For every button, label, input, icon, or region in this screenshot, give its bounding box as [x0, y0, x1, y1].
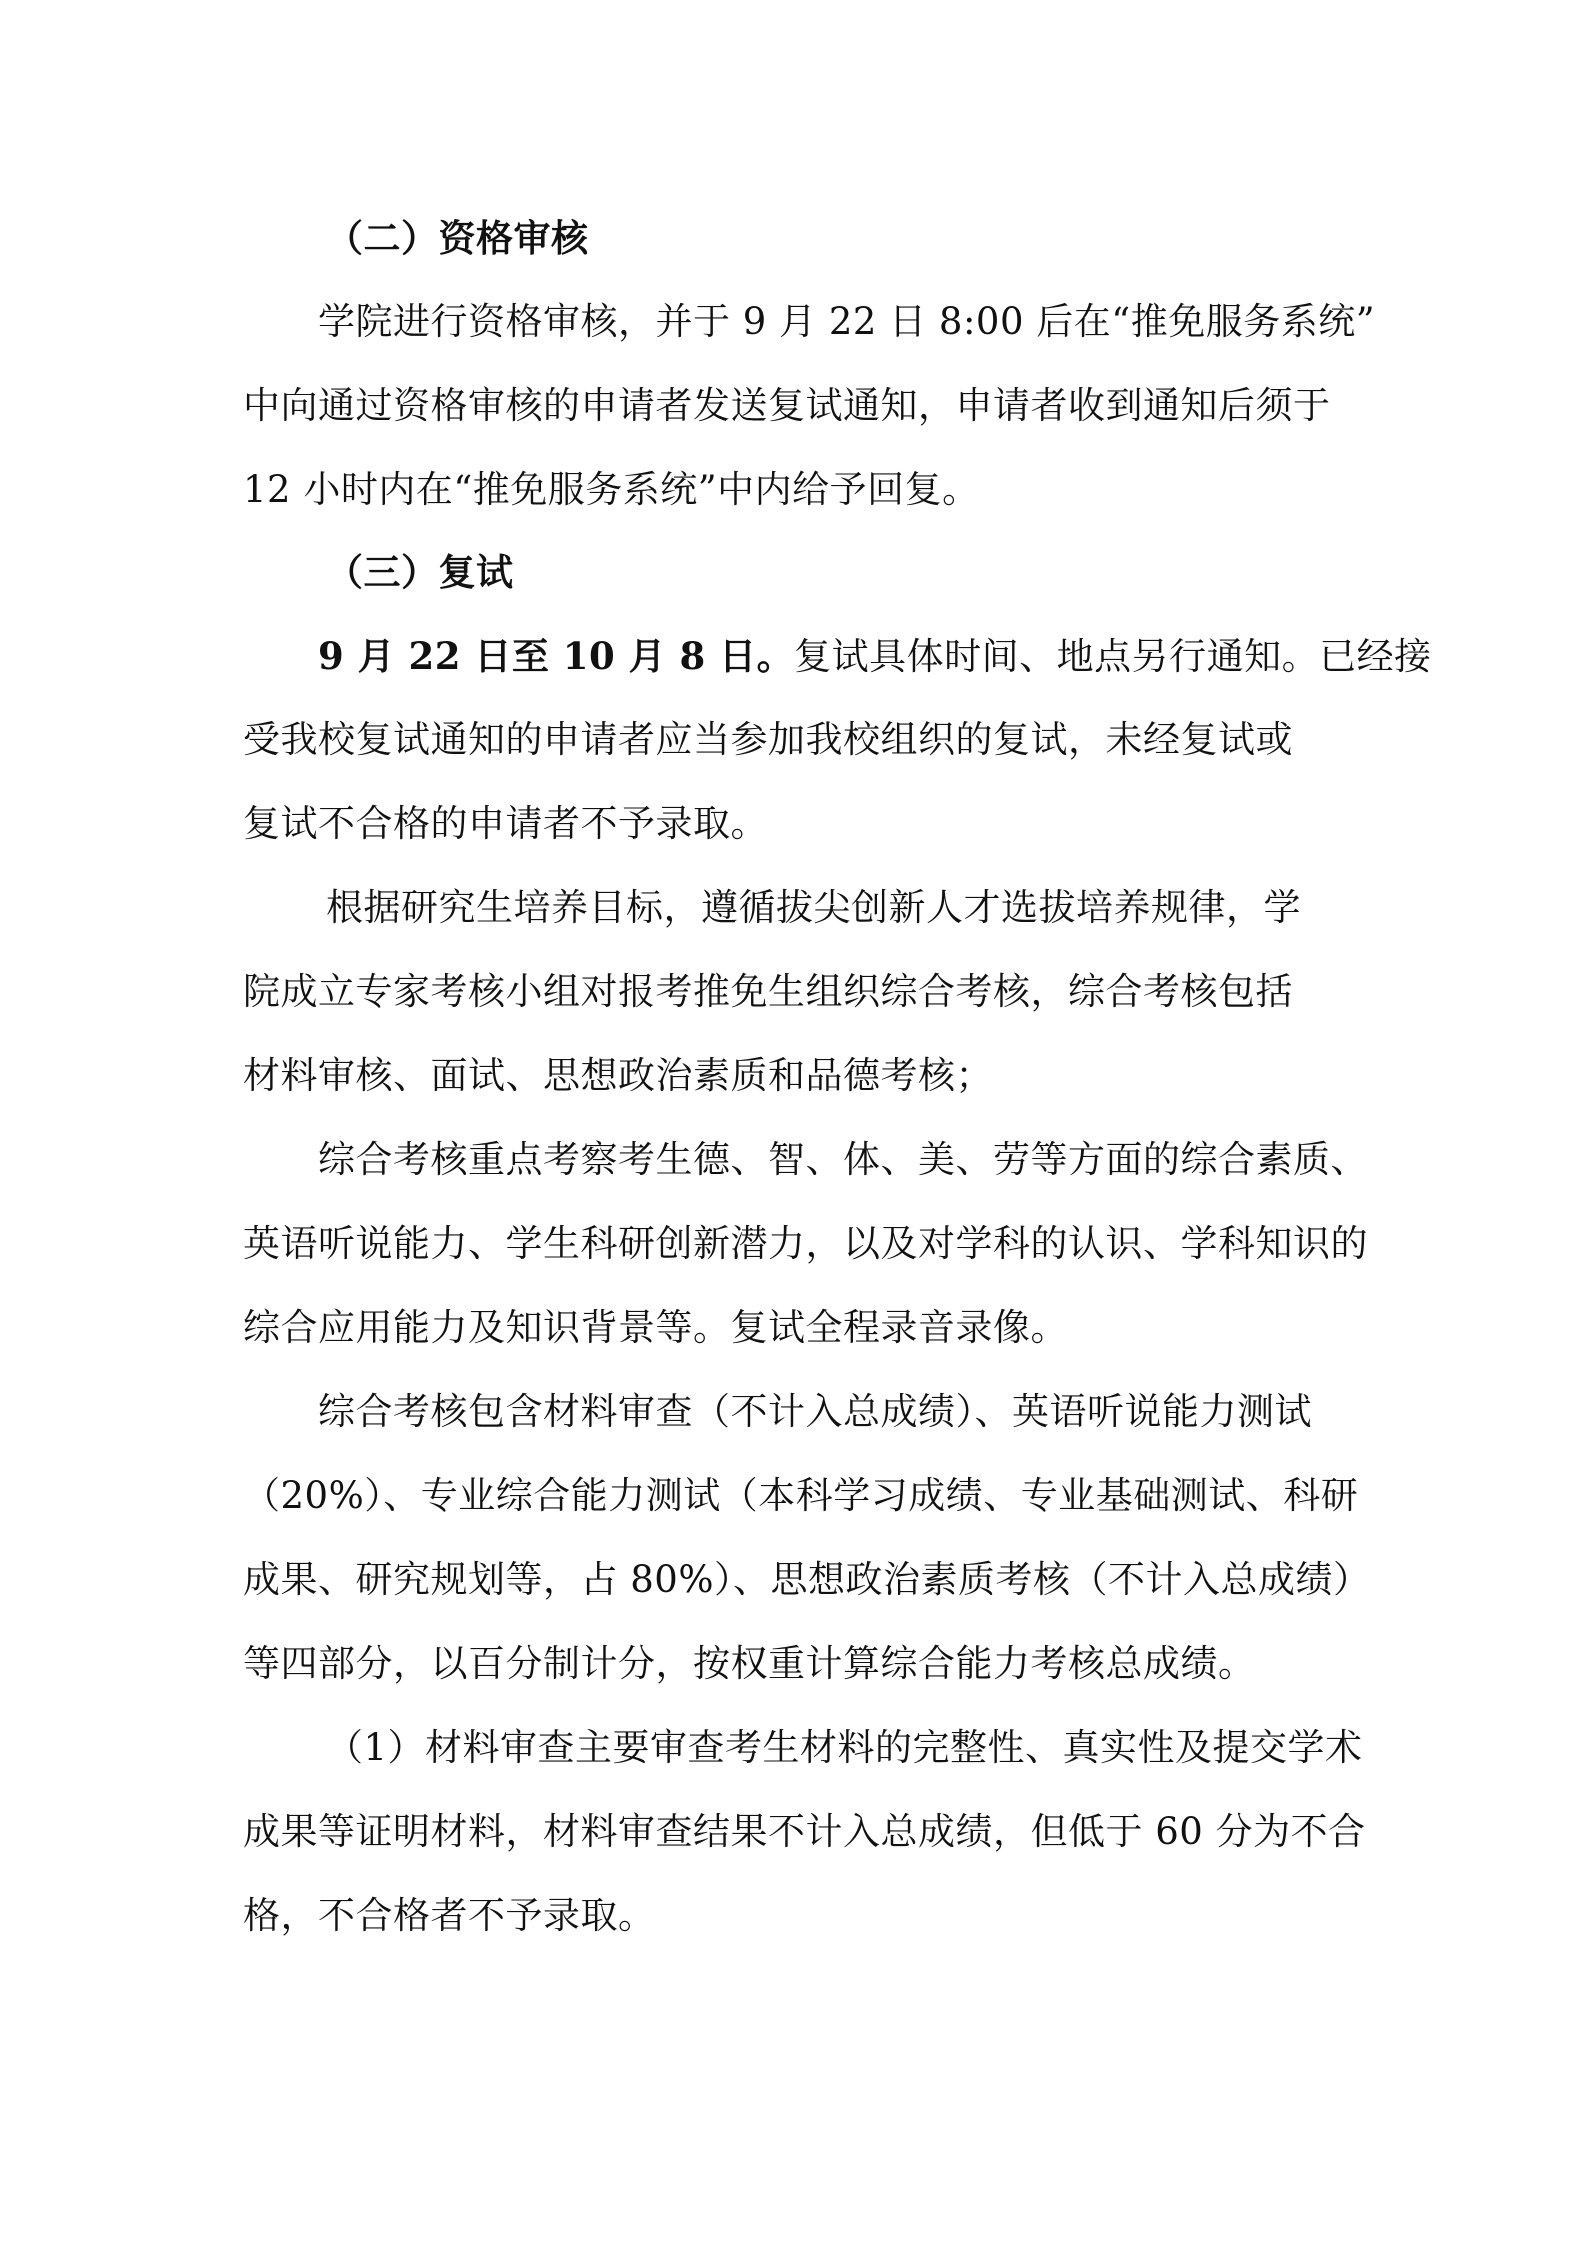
section-heading-re-examination: （三）复试 — [326, 550, 514, 594]
paragraph-line: 材料审核、面试、思想政治素质和品德考核； — [243, 1054, 993, 1097]
paragraph-line: 12 小时内在“推免服务系统”中内给予回复。 — [243, 468, 980, 511]
paragraph-line: 中向通过资格审核的申请者发送复试通知，申请者收到通知后须于 — [243, 384, 1331, 427]
paragraph-line: （1）材料审查主要审查考生材料的完整性、真实性及提交学术 — [326, 1726, 1363, 1769]
paragraph-line: 成果、研究规划等，占 80%）、思想政治素质考核（不计入总成绩） — [243, 1558, 1371, 1601]
paragraph-line: 综合应用能力及知识背景等。复试全程录音录像。 — [243, 1306, 1068, 1349]
paragraph-line: 复试不合格的申请者不予录取。 — [243, 802, 768, 845]
paragraph-line: 院成立专家考核小组对报考推免生组织综合考核，综合考核包括 — [243, 970, 1293, 1013]
paragraph-line: 受我校复试通知的申请者应当参加我校组织的复试，未经复试或 — [243, 718, 1293, 761]
paragraph-line: 英语听说能力、学生科研创新潜力，以及对学科的认识、学科知识的 — [243, 1222, 1368, 1265]
paragraph-line — [318, 632, 1432, 681]
date-range-emphasis: 9 月 22 日至 10 月 8 日。 — [318, 634, 795, 678]
section-heading-qualification-review: （二）资格审核 — [326, 216, 589, 260]
paragraph-line: 综合考核包含材料审查（不计入总成绩）、英语听说能力测试 — [318, 1390, 1312, 1433]
paragraph-line: 综合考核重点考察考生德、智、体、美、劳等方面的综合素质、 — [318, 1138, 1368, 1181]
paragraph-text: 复试具体时间、地点另行通知。已经接 — [794, 635, 1432, 678]
paragraph-line: 学院进行资格审核，并于 9 月 22 日 8:00 后在“推免服务系统” — [318, 300, 1376, 343]
paragraph-line: 根据研究生培养目标，遵循拔尖创新人才选拔培养规律，学 — [326, 886, 1301, 929]
paragraph-line: （20%）、专业综合能力测试（本科学习成绩、专业基础测试、科研 — [243, 1474, 1359, 1517]
paragraph-line: 成果等证明材料，材料审查结果不计入总成绩，但低于 60 分为不合 — [243, 1810, 1366, 1853]
paragraph-line: 等四部分，以百分制计分，按权重计算综合能力考核总成绩。 — [243, 1642, 1256, 1685]
paragraph-line: 格，不合格者不予录取。 — [243, 1894, 656, 1937]
